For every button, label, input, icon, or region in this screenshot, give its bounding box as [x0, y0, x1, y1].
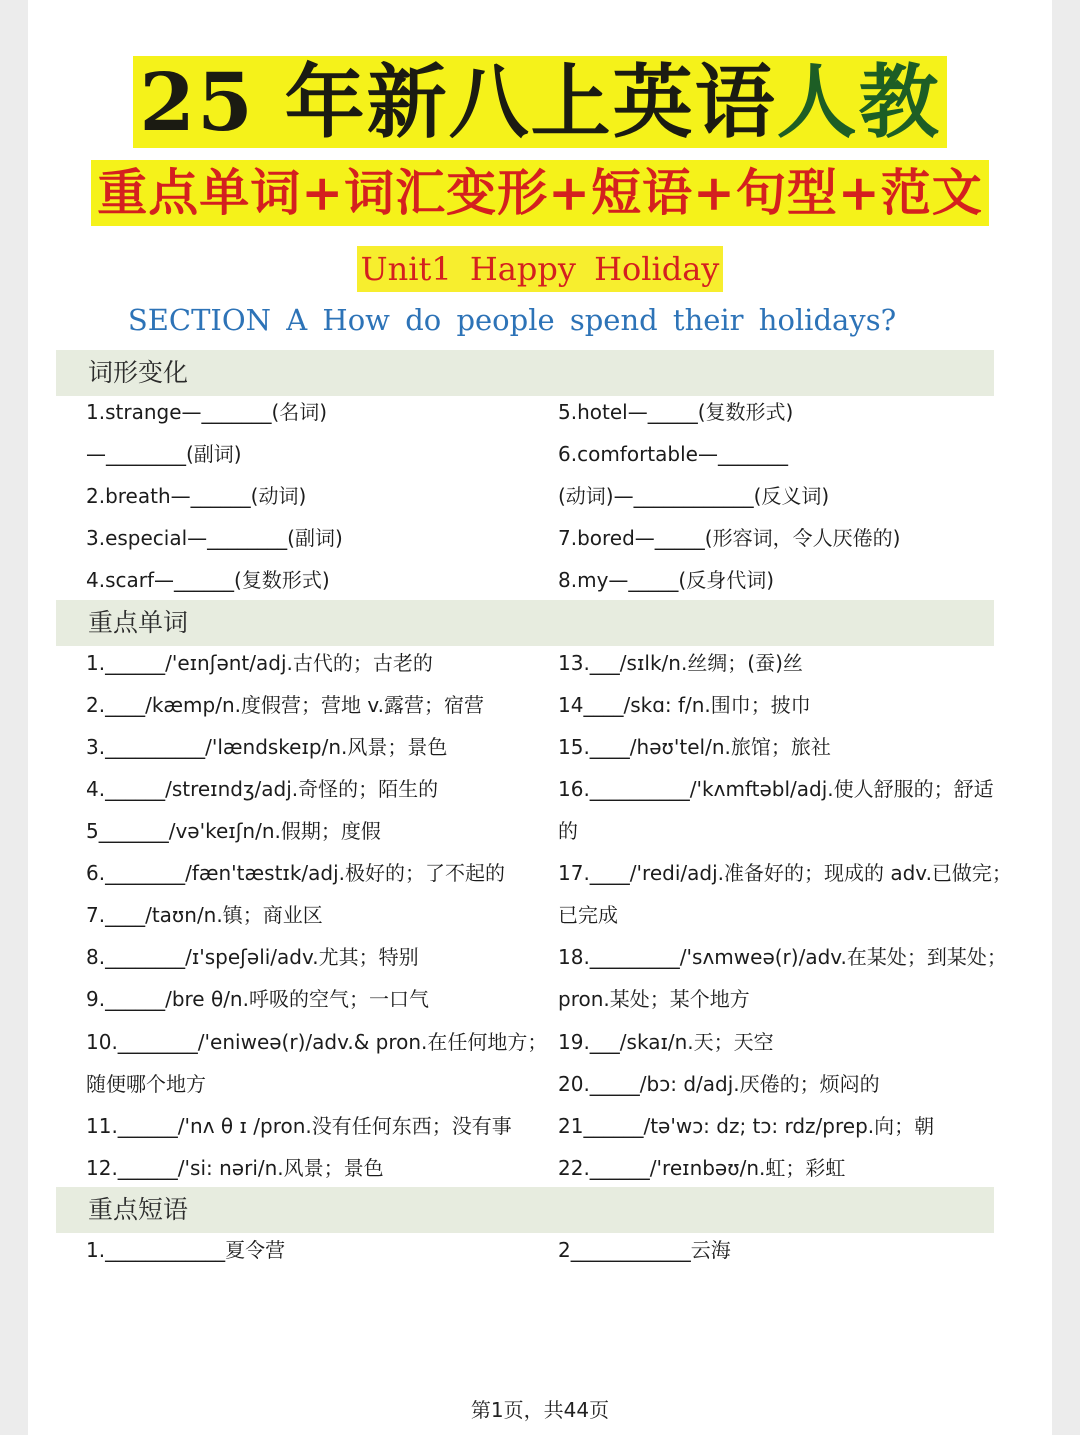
section-band-key-phrases — [56, 1187, 994, 1233]
subtitle-wrap — [28, 160, 1052, 226]
list-item: 10.________/'eniweə(r)/adv.& pron.在任何地方； — [86, 1030, 548, 1054]
list-item: 2____________云海 — [558, 1238, 731, 1262]
list-item: 17.____/'redi/adj.准备好的；现成的 adv.已做完； — [558, 861, 1012, 885]
main-title-dark-part: 25 年新八上英语 — [139, 55, 777, 149]
list-item: 随便哪个地方 — [86, 1072, 206, 1096]
list-item: 1.____________夏令营 — [86, 1238, 286, 1262]
main-title-green-part: 人教 — [776, 55, 941, 149]
list-item: 7.____/taʊn/n.镇；商业区 — [86, 903, 323, 927]
list-item: 13.___/sɪlk/n.丝绸；(蚕)丝 — [558, 651, 803, 675]
list-item: 21______/tə'wɔ: dz; tɔ: rdz/prep.向；朝 — [558, 1114, 935, 1138]
list-item: 已完成 — [558, 903, 618, 927]
main-title-wrap — [28, 56, 1052, 148]
list-item: 20._____/bɔ: d/adj.厌倦的；烦闷的 — [558, 1072, 880, 1096]
list-item: 6.________/fæn'tæstɪk/adj.极好的；了不起的 — [86, 861, 506, 885]
list-item: 8.________/ɪ'speʃəli/adv.尤其；特别 — [86, 945, 419, 969]
list-item: 11.______/'nʌ θ ɪ /pron.没有任何东西；没有事 — [86, 1114, 512, 1138]
list-item: 1.______/'eɪnʃənt/adj.古代的；古老的 — [86, 651, 433, 675]
list-item: 7.bored—_____(形容词，令人厌倦的) — [558, 526, 901, 550]
list-item: 2.breath—______(动词) — [86, 484, 307, 508]
list-item: 16.__________/'kʌmftəbl/adj.使人舒服的；舒适 — [558, 777, 994, 801]
list-item: 18._________/'sʌmweə(r)/adv.在某处；到某处； — [558, 945, 1007, 969]
list-item: 3.especial—________(副词) — [86, 526, 343, 550]
section-heading-word-forms: 词形变化 — [88, 358, 189, 387]
list-item: 12.______/'si: nəri/n.风景；景色 — [86, 1156, 384, 1180]
section-heading-key-phrases: 重点短语 — [88, 1195, 189, 1224]
list-item: 6.comfortable—_______ — [558, 442, 788, 466]
section-title: SECTION A How do people spend their holidays? — [127, 303, 897, 337]
list-item: 15.____/həʊ'tel/n.旅馆；旅社 — [558, 735, 831, 759]
page-number: 第1页，共44页 — [470, 1398, 610, 1422]
list-item: 1.strange—_______(名词) — [86, 400, 328, 424]
unit-title: Unit1 Happy Holiday — [357, 246, 724, 292]
list-item: 2.____/kæmp/n.度假营；营地 v.露营；宿营 — [86, 693, 484, 717]
main-title — [133, 56, 946, 148]
list-item: 4.______/streɪndʒ/adj.奇怪的；陌生的 — [86, 777, 439, 801]
unit-title-wrap — [28, 246, 1052, 292]
section-band-word-forms — [56, 350, 994, 396]
list-item: 的 — [558, 819, 578, 843]
subtitle: 重点单词+词汇变形+短语+句型+范文 — [91, 160, 989, 226]
list-item: 14____/skɑ: f/n.围巾；披巾 — [558, 693, 811, 717]
list-item: 5.hotel—_____(复数形式) — [558, 400, 794, 424]
list-item: 5_______/və'keɪʃn/n.假期；度假 — [86, 819, 381, 843]
section-band-key-words — [56, 600, 994, 646]
list-item: 3.__________/'lændskeɪp/n.风景；景色 — [86, 735, 448, 759]
list-item: pron.某处；某个地方 — [558, 987, 750, 1011]
list-item: 9.______/bre θ/n.呼吸的空气；一口气 — [86, 987, 429, 1011]
list-item: 19.___/skaɪ/n.天；天空 — [558, 1030, 774, 1054]
list-item: 22.______/'reɪnbəʊ/n.虹；彩虹 — [558, 1156, 846, 1180]
list-item: —________(副词) — [86, 442, 242, 466]
list-item: (动词)—____________(反义词) — [558, 484, 830, 508]
list-item: 8.my—_____(反身代词) — [558, 568, 775, 592]
section-heading-key-words: 重点单词 — [88, 608, 189, 637]
list-item: 4.scarf—______(复数形式) — [86, 568, 330, 592]
